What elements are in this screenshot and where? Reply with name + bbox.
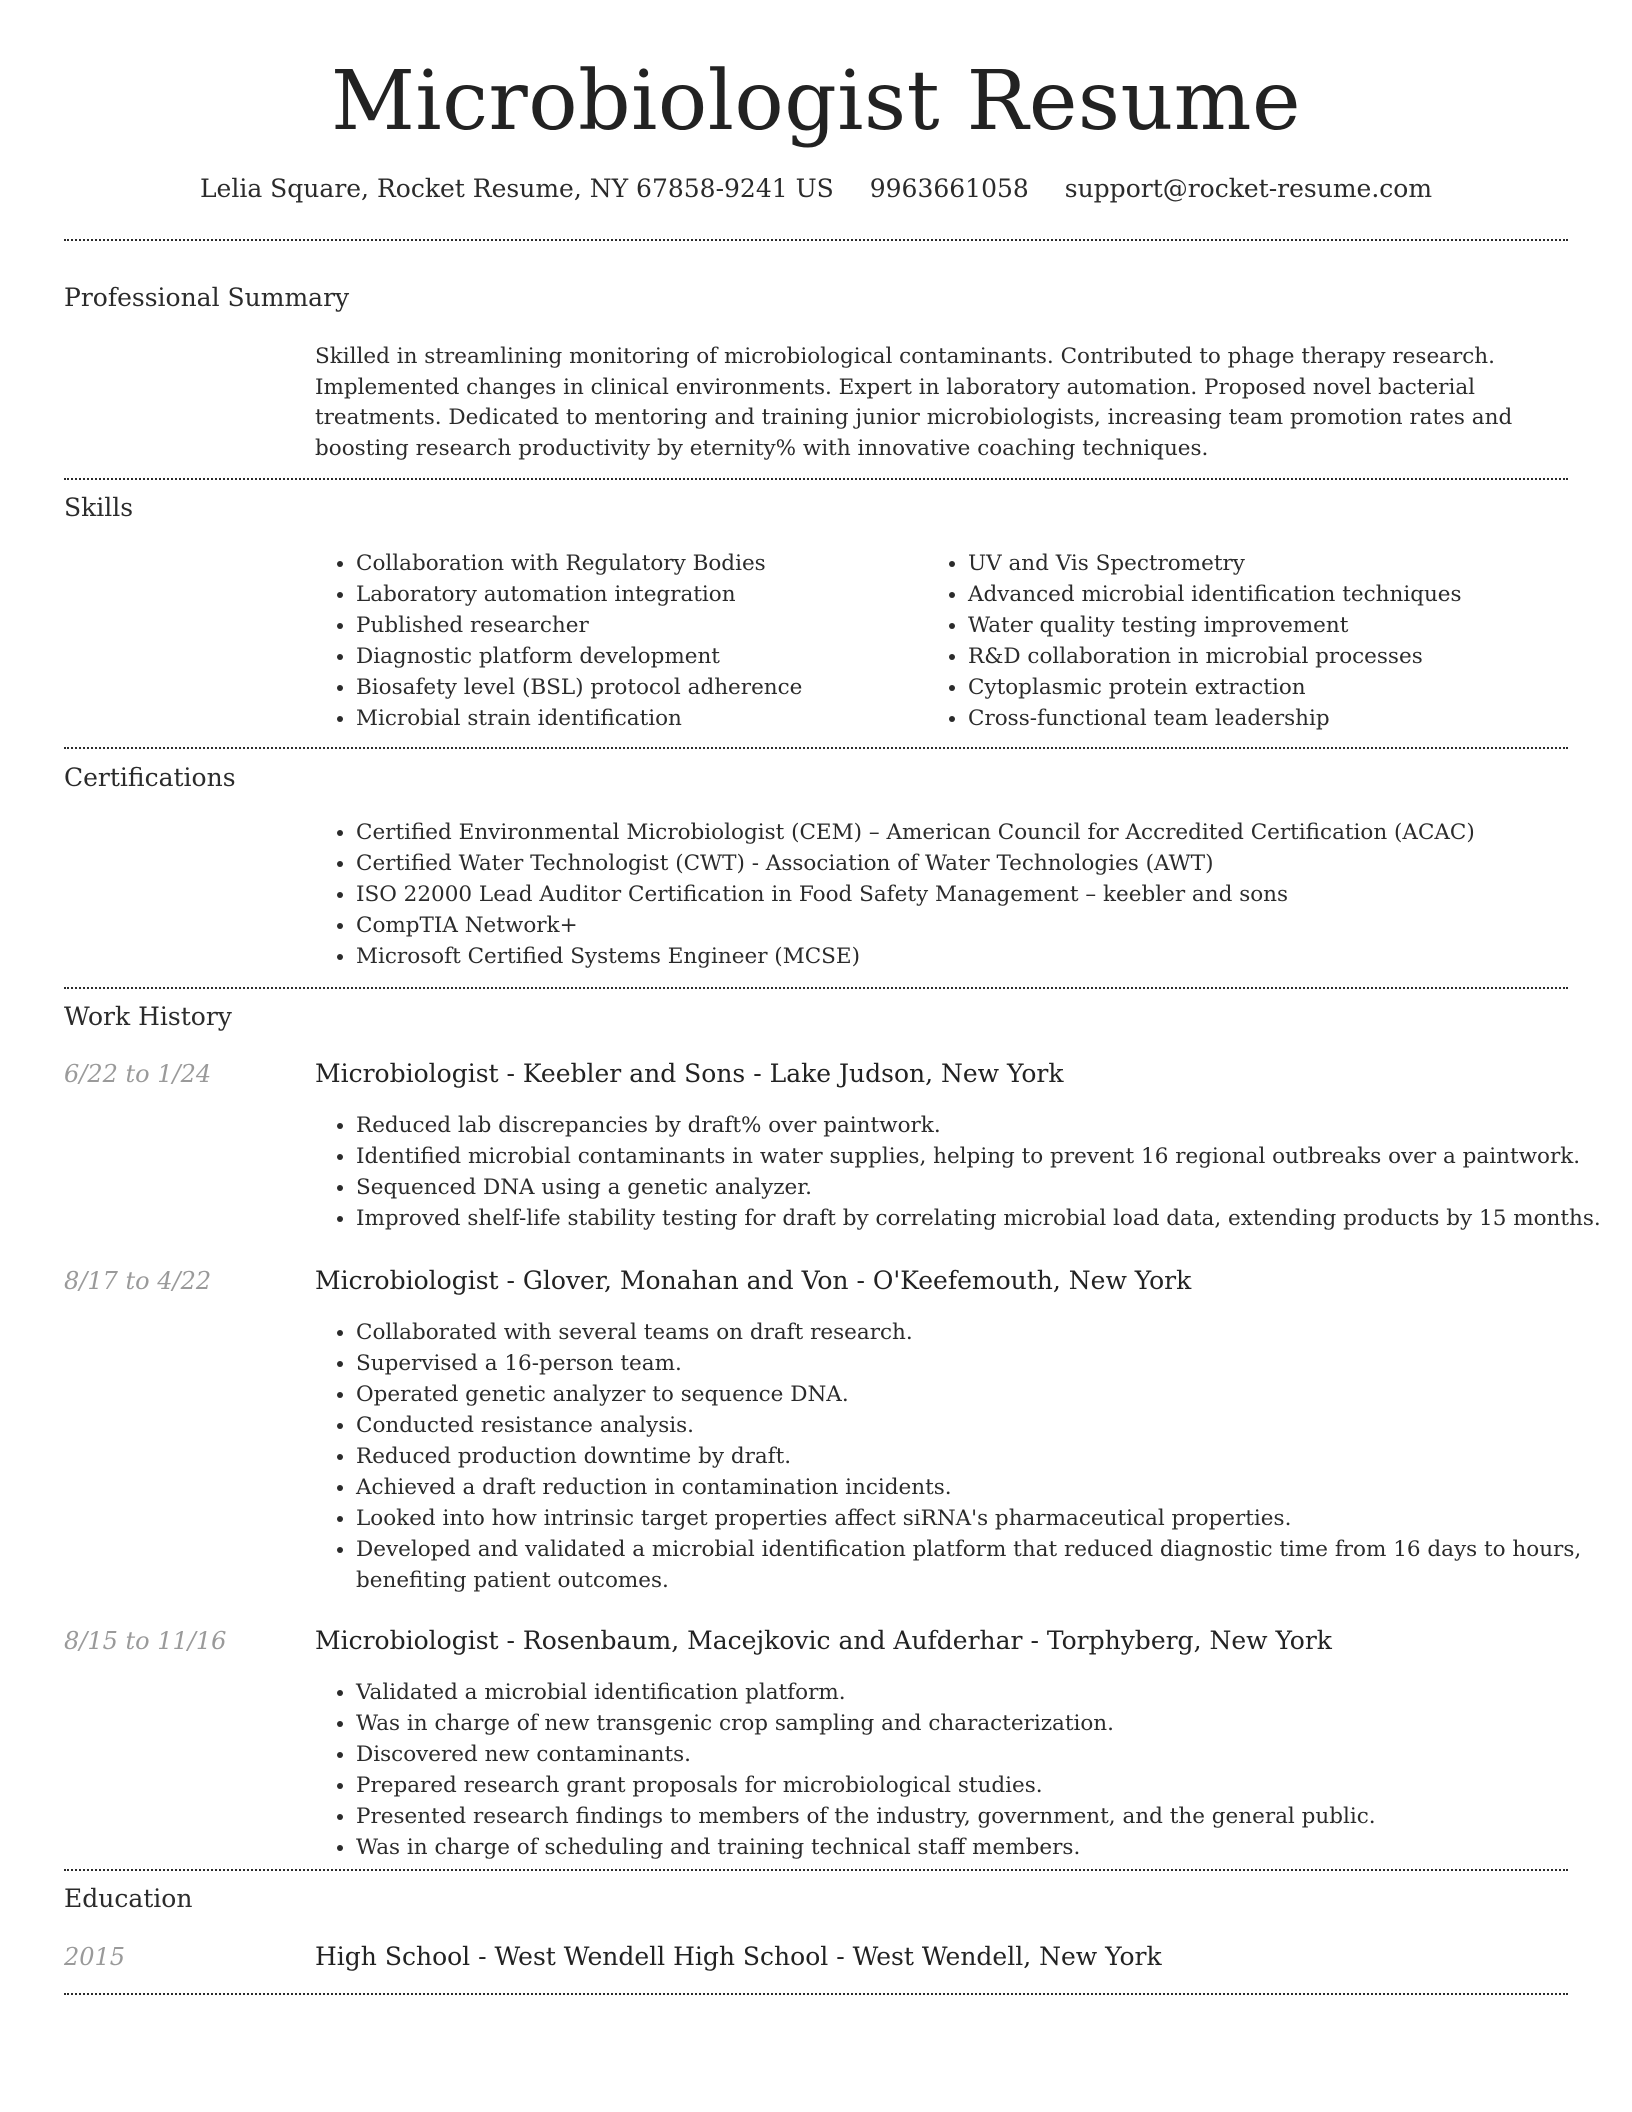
divider <box>64 239 1568 241</box>
divider <box>64 987 1568 989</box>
skill-item: • Water quality testing improvement <box>968 610 1608 641</box>
summary-heading: Professional Summary <box>64 283 350 312</box>
contact-line <box>0 172 1632 206</box>
skill-item: • Cytoplasmic protein extraction <box>968 672 1608 703</box>
work-history-heading: Work History <box>64 1002 232 1031</box>
job-dates: 8/17 to 4/22 <box>64 1267 212 1295</box>
certification-item: • CompTIA Network+ <box>356 910 1606 941</box>
job-bullet: • Improved shelf-life stability testing for draft by correlating microbial load data, extending products by 15 months. <box>356 1203 1616 1234</box>
job-bullet: • Collaborated with several teams on draft research. <box>356 1317 1606 1348</box>
job-bullet: • Developed and validated a microbial identification platform that reduced diagnostic time from 16 days to hours, benefiting patient outcomes. <box>356 1534 1606 1596</box>
certifications-list <box>312 817 1606 972</box>
skill-item: • Advanced microbial identification techniques <box>968 579 1608 610</box>
skills-list-left <box>312 548 916 734</box>
skill-item: • Laboratory automation integration <box>356 579 916 610</box>
job-bullet: • Reduced lab discrepancies by draft% over paintwork. <box>356 1110 1616 1141</box>
certification-item: • Certified Environmental Microbiologist (CEM) – American Council for Accredited Certification (ACAC) <box>356 817 1606 848</box>
job-bullet: • Reduced production downtime by draft. <box>356 1441 1606 1472</box>
certifications-heading: Certifications <box>64 763 236 792</box>
job-bullet: • Validated a microbial identification platform. <box>356 1677 1606 1708</box>
skill-item: • Biosafety level (BSL) protocol adherence <box>356 672 916 703</box>
job-bullet: • Was in charge of new transgenic crop sampling and characterization. <box>356 1708 1606 1739</box>
divider <box>64 1869 1568 1871</box>
job-title: Microbiologist - Glover, Monahan and Von - O'Keefemouth, New York <box>315 1266 1192 1295</box>
job-bullets <box>312 1677 1606 1863</box>
skill-item: • UV and Vis Spectrometry <box>968 548 1608 579</box>
job-title: Microbiologist - Rosenbaum, Macejkovic and Aufderhar - Torphyberg, New York <box>315 1626 1332 1655</box>
certification-item: • Microsoft Certified Systems Engineer (MCSE) <box>356 941 1606 972</box>
summary-text: Skilled in streamlining monitoring of microbiological contaminants. Contributed to phage therapy research. Implemented changes in clinical environments. Expert in laboratory automation. Proposed novel bacterial treatments. Dedicated to mentoring and training junior microbiologists, increasing team promotion rates and boosting research productivity by eternity% with innovative coaching techniques. <box>315 344 1513 461</box>
job-title: Microbiologist - Keebler and Sons - Lake Judson, New York <box>315 1059 1064 1088</box>
job-bullets <box>312 1110 1616 1234</box>
job-bullet: • Prepared research grant proposals for microbiological studies. <box>356 1770 1606 1801</box>
education-year: 2015 <box>64 1943 126 1971</box>
divider <box>64 747 1568 749</box>
job-bullet: • Looked into how intrinsic target properties affect siRNA's pharmaceutical properties. <box>356 1503 1606 1534</box>
skill-item: • R&D collaboration in microbial processes <box>968 641 1608 672</box>
skills-list-right <box>924 548 1608 734</box>
education-title: High School - West Wendell High School - West Wendell, New York <box>315 1942 1162 1971</box>
job-dates: 6/22 to 1/24 <box>64 1060 212 1088</box>
contact-email: support@rocket-resume.com <box>1064 174 1433 203</box>
skills-heading: Skills <box>64 493 134 522</box>
contact-phone: 9963661058 <box>869 174 1029 203</box>
job-bullet: • Conducted resistance analysis. <box>356 1410 1606 1441</box>
certification-item: • Certified Water Technologist (CWT) - Association of Water Technologies (AWT) <box>356 848 1606 879</box>
skill-item: • Microbial strain identification <box>356 703 916 734</box>
job-bullet: • Supervised a 16-person team. <box>356 1348 1606 1379</box>
job-bullet: • Operated genetic analyzer to sequence DNA. <box>356 1379 1606 1410</box>
skill-item: • Collaboration with Regulatory Bodies <box>356 548 916 579</box>
divider <box>64 478 1568 480</box>
job-bullet: • Discovered new contaminants. <box>356 1739 1606 1770</box>
education-heading: Education <box>64 1884 193 1913</box>
job-bullet: • Presented research findings to members of the industry, government, and the general public. <box>356 1801 1606 1832</box>
skill-item: • Cross-functional team leadership <box>968 703 1608 734</box>
contact-address: Lelia Square, Rocket Resume, NY 67858-9241 US <box>199 174 834 203</box>
resume-title: Microbiologist Resume <box>330 54 1302 149</box>
certification-item: • ISO 22000 Lead Auditor Certification in Food Safety Management – keebler and sons <box>356 879 1606 910</box>
skill-item: • Published researcher <box>356 610 916 641</box>
job-bullet: • Sequenced DNA using a genetic analyzer. <box>356 1172 1616 1203</box>
job-bullets <box>312 1317 1606 1596</box>
job-bullet: • Achieved a draft reduction in contamination incidents. <box>356 1472 1606 1503</box>
job-bullet: • Was in charge of scheduling and training technical staff members. <box>356 1832 1606 1863</box>
skill-item: • Diagnostic platform development <box>356 641 916 672</box>
job-bullet: • Identified microbial contaminants in water supplies, helping to prevent 16 regional outbreaks over a paintwork. <box>356 1141 1616 1172</box>
job-dates: 8/15 to 11/16 <box>64 1627 227 1655</box>
divider <box>64 1993 1568 1995</box>
